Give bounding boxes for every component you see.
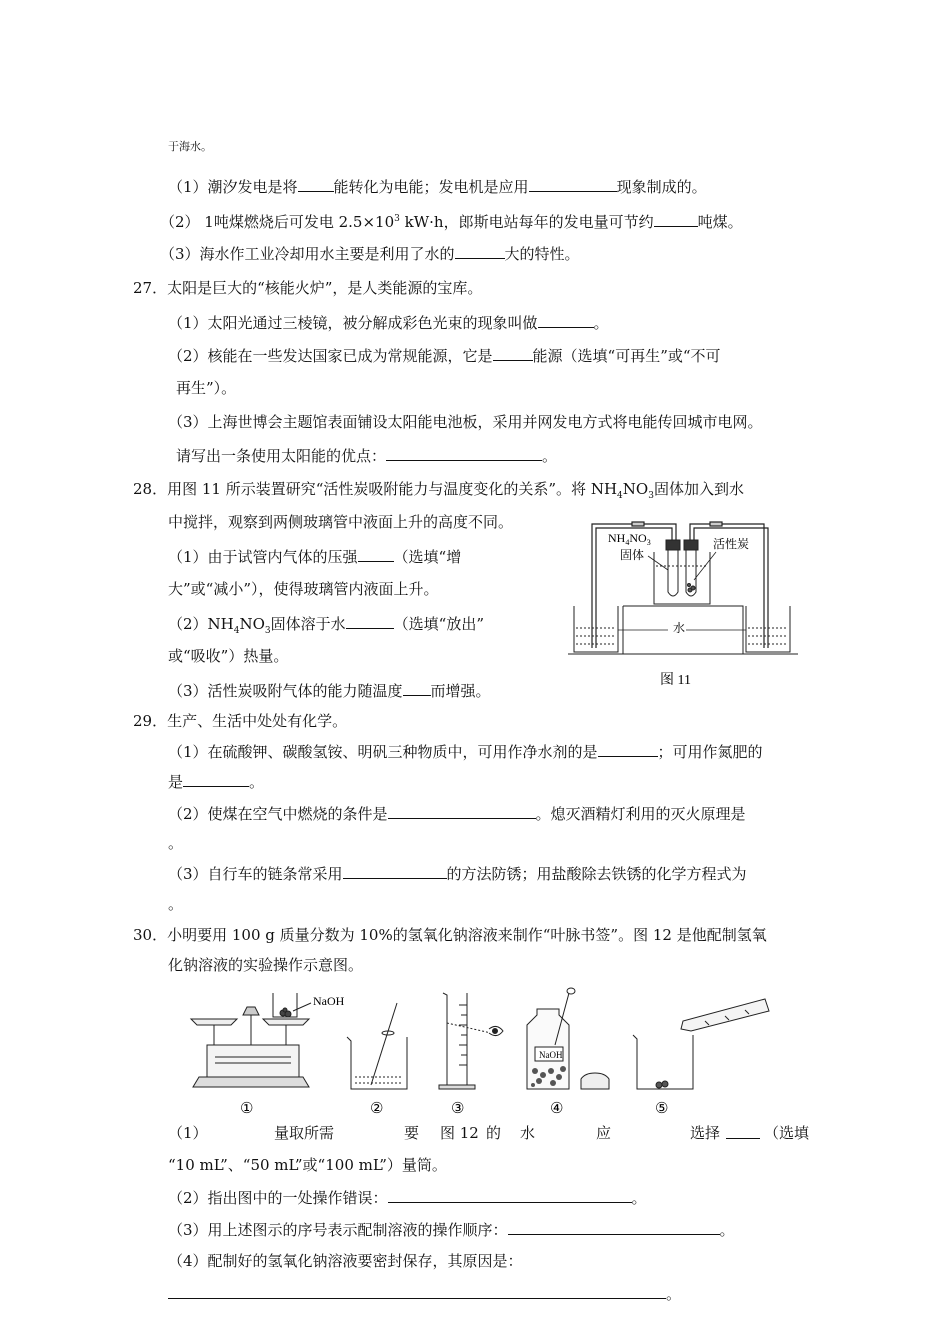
answer-blank[interactable]: [168, 1283, 666, 1299]
q27-part3: （3）上海世博会主题馆表面铺设太阳能电池板，采用并网发电方式将电能传回城市电网。: [168, 413, 763, 431]
q28-stem-cont: 中搅拌，观察到两侧玻璃管中液面上升的高度不同。: [168, 513, 514, 531]
q29-part3-cont: 。: [168, 895, 184, 913]
q30-part4: （4）配制好的氢氧化钠溶液要密封保存，其原因是：: [168, 1252, 523, 1270]
q26-part2: （2） 1吨煤燃烧后可发电 $2.5\times 10^3$ kW·h，郎斯电站每年的发电量可节约 吨煤。: [160, 213, 743, 231]
q27-part1: （1）太阳光通过三棱镜，被分解成彩色光束的现象叫做 。: [168, 314, 609, 332]
q30-part2: （2）指出图中的一处操作错误： 。: [168, 1189, 647, 1207]
figure-12: [185, 985, 785, 1145]
q26-part1: （1）潮汐发电是将 能转化为电能；发电机是应用 现象制成的。: [168, 178, 707, 196]
q27-part3-cont: 请写出一条使用太阳能的优点： 。: [176, 447, 558, 465]
q29-part1-cont: 是 。: [168, 773, 265, 791]
answer-blank[interactable]: [726, 1123, 760, 1139]
label-activated-carbon: 活性炭: [713, 537, 750, 551]
reagent-bottle: [527, 988, 609, 1089]
q27-stem: 27．太阳是巨大的“核能火炉”，是人类能源的宝库。: [133, 279, 483, 297]
answer-blank[interactable]: [508, 1219, 720, 1235]
q29-part2-cont: 。: [168, 834, 184, 852]
answer-blank[interactable]: [403, 680, 431, 696]
step-2: ②: [370, 1101, 384, 1117]
step-3: ③: [451, 1101, 465, 1117]
answer-blank[interactable]: [529, 176, 617, 192]
figure-11-caption: 图 11: [660, 673, 691, 688]
q27-part2-cont: 再生”）。: [176, 379, 237, 397]
answer-blank[interactable]: [183, 771, 249, 787]
central-beaker: [654, 540, 710, 604]
q30-part1-cont: “10 mL”、“50 mL”或“100 mL”）量筒。: [168, 1156, 447, 1174]
top-fragment: 于海水。: [168, 140, 212, 153]
q29-part1: （1）在硫酸钾、碳酸氢铵、明矾三种物质中，可用作净水剂的是 ；可用作氮肥的: [168, 743, 763, 761]
answer-blank[interactable]: [386, 445, 542, 461]
step-1: ①: [240, 1101, 254, 1117]
answer-blank[interactable]: [455, 243, 505, 259]
label-water: 水: [673, 621, 686, 635]
naoh-label: NaOH: [313, 994, 345, 1008]
answer-blank[interactable]: [493, 345, 533, 361]
answer-blank[interactable]: [298, 176, 334, 192]
answer-blank[interactable]: [388, 1187, 632, 1203]
step-5: ⑤: [655, 1101, 669, 1117]
bottle-label: NaOH: [539, 1050, 563, 1060]
answer-blank[interactable]: [343, 863, 447, 879]
q30-part3: （3）用上述图示的序号表示配制溶液的操作顺序： 。: [168, 1221, 735, 1239]
graduated-cylinder: [439, 993, 503, 1089]
q28-part2: $(2)NH_4NO_3$固体溶于水 （选填“放出”: [168, 615, 485, 636]
q28-stem: 28．用图 11 所示装置研究“活性炭吸附能力与温度变化的关系”。将 $NH_4NO_3$固体加入到水: [133, 480, 744, 501]
q29-part2: （2）使煤在空气中燃烧的条件是 。熄灭酒精灯利用的灭火原理是: [168, 805, 746, 823]
answer-blank[interactable]: [654, 211, 698, 227]
beaker-pouring: [633, 999, 769, 1089]
balance: [191, 993, 311, 1087]
q30-stem-cont: 化钠溶液的实验操作示意图。: [168, 956, 364, 974]
step-4: ④: [550, 1101, 564, 1117]
q29-stem: 29．生产、生活中处处有化学。: [133, 712, 348, 730]
q28-part1-cont: 大”或“减小”），使得玻璃管内液面上升。: [168, 580, 439, 598]
q28-part3: （3）活性炭吸附气体的能力随温度 而增强。: [168, 682, 491, 700]
figure-12-caption: 图 12: [440, 1124, 479, 1142]
q26-part3: （3）海水作工业冷却用水主要是利用了水的 大的特性。: [160, 245, 580, 263]
q30-part4-cont: 。: [168, 1283, 681, 1304]
answer-blank[interactable]: [538, 312, 594, 328]
answer-blank[interactable]: [388, 803, 536, 819]
answer-blank[interactable]: [346, 613, 394, 629]
q30-stem: 30．小明要用 100 g 质量分数为 10%的氢氧化钠溶液来制作“叶脉书签”。图 12 是他配制氢氧: [133, 926, 767, 944]
q27-part2: （2）核能在一些发达国家已成为常规能源，它是 能源（选填“可再生”或“不可: [168, 347, 721, 365]
q28-part2-cont: 或“吸收”）热量。: [168, 647, 289, 665]
label-solid: 固体: [620, 548, 645, 562]
label-nh4no3: $NH_4NO_3$: [608, 531, 651, 547]
figure-11: [568, 518, 798, 688]
answer-blank[interactable]: [358, 546, 394, 562]
q28-part1: （1）由于试管内气体的压强 （选填“增: [168, 548, 462, 566]
beaker-stirring: [347, 1003, 407, 1089]
q29-part3: （3）自行车的链条常采用 的方法防锈；用盐酸除去铁锈的化学方程式为: [168, 865, 747, 883]
answer-blank[interactable]: [598, 741, 658, 757]
